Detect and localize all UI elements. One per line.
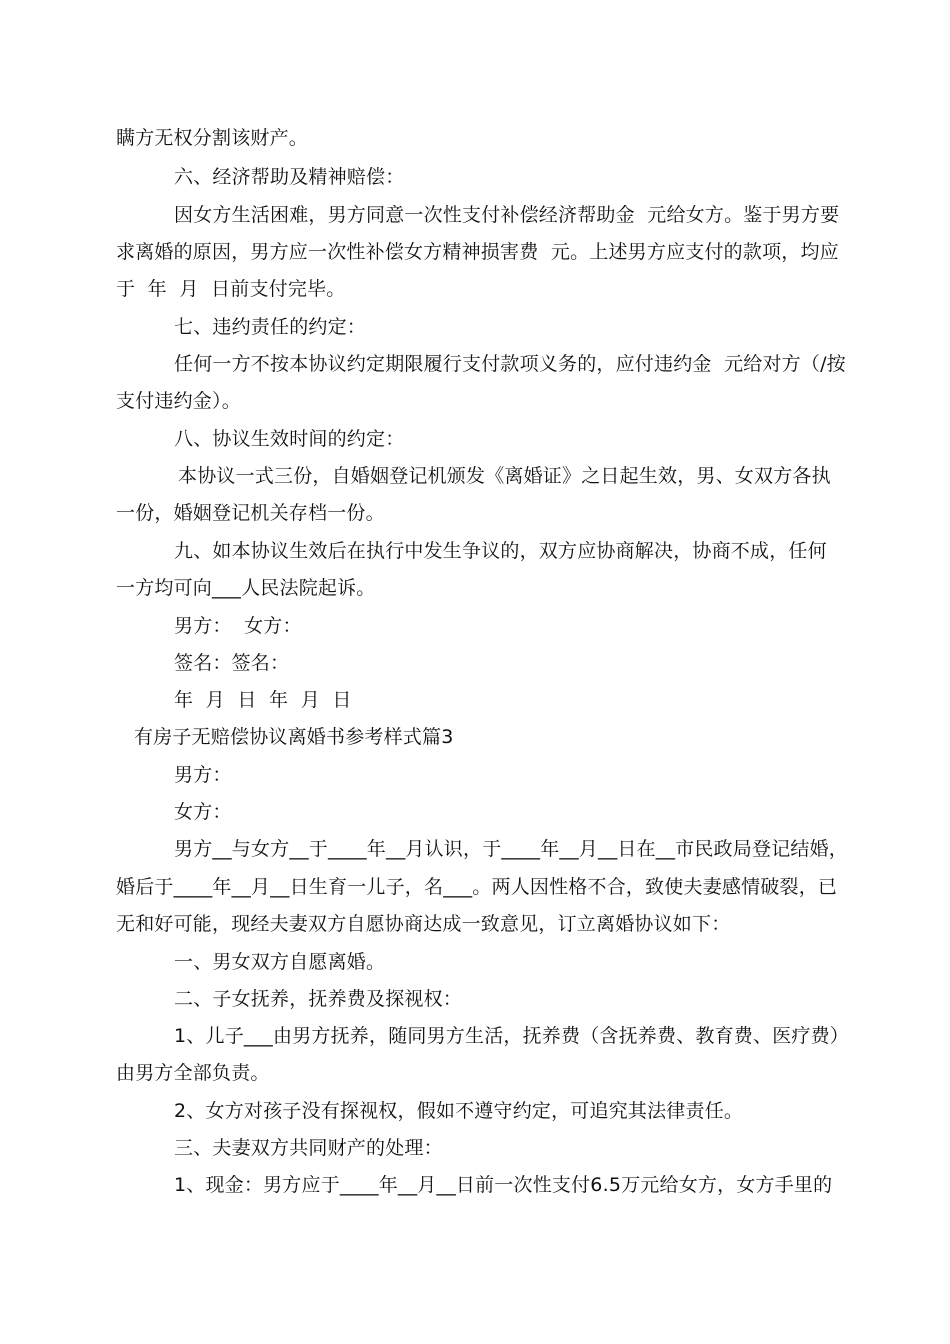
text-line: 无和好可能，现经夫妻双方自愿协商达成一致意见，订立离婚协议如下： [116,913,731,935]
text-line: 于 年 月 日前支付完毕。 [116,278,346,300]
section-heading: 七、违约责任的约定： [174,316,367,338]
text-line: 由男方全部负责。 [116,1062,270,1084]
text-line: 因女方生活困难，男方同意一次性支付补偿经济帮助金 元给女方。鉴于男方要 [174,204,840,226]
party-female: 女方： [174,801,232,823]
text-line: 任何一方不按本协议约定期限履行支付款项义务的，应付违约金 元给对方（/按 [174,353,846,375]
section-heading: 六、经济帮助及精神赔偿： [174,166,405,188]
signature-line: 签名：签名： [174,652,290,674]
section-heading: 二、子女抚养，抚养费及探视权： [174,988,463,1010]
date-line: 年 月 日 年 月 日 [174,689,352,711]
text-line: 支付违约金）。 [116,390,241,412]
signature-labels: 男方： 女方： [174,615,302,637]
text-line: 男方__与女方__于____年__月认识，于____年__月__日在__市民政局登记结婚， [174,838,849,860]
text-line: 一方均可向___人民法院起诉。 [116,577,376,599]
section-heading: 八、协议生效时间的约定： [174,428,405,450]
article-title: 有房子无赔偿协议离婚书参考样式篇3 [134,726,454,748]
text-line: 一份，婚姻登记机关存档一份。 [116,502,385,524]
text-line: 2、女方对孩子没有探视权，假如不遵守约定，可追究其法律责任。 [174,1100,744,1122]
section-heading: 一、男女双方自愿离婚。 [174,951,386,973]
text-line: 九、如本协议生效后在执行中发生争议的，双方应协商解决，协商不成，任何 [174,540,827,562]
party-male: 男方： [174,764,232,786]
text-line: 1、现金：男方应于____年__月__日前一次性支付6.5万元给女方，女方手里的 [174,1174,833,1196]
text-line: 1、儿子___由男方抚养，随同男方生活，抚养费（含抚养费、教育费、医疗费） [174,1025,849,1047]
text-line: 婚后于____年__月__日生育一儿子，名___。两人因性格不合，致使夫妻感情破裂，已 [116,876,838,898]
text-line: 瞒方无权分割该财产。 [116,127,309,149]
section-heading: 三、夫妻双方共同财产的处理： [174,1137,443,1159]
text-line: 求离婚的原因，男方应一次性补偿女方精神损害费 元。上述男方应支付的款项，均应 [116,241,839,263]
text-line: 本协议一式三份，自婚姻登记机颁发《离婚证》之日起生效，男、女双方各执 [178,465,831,487]
